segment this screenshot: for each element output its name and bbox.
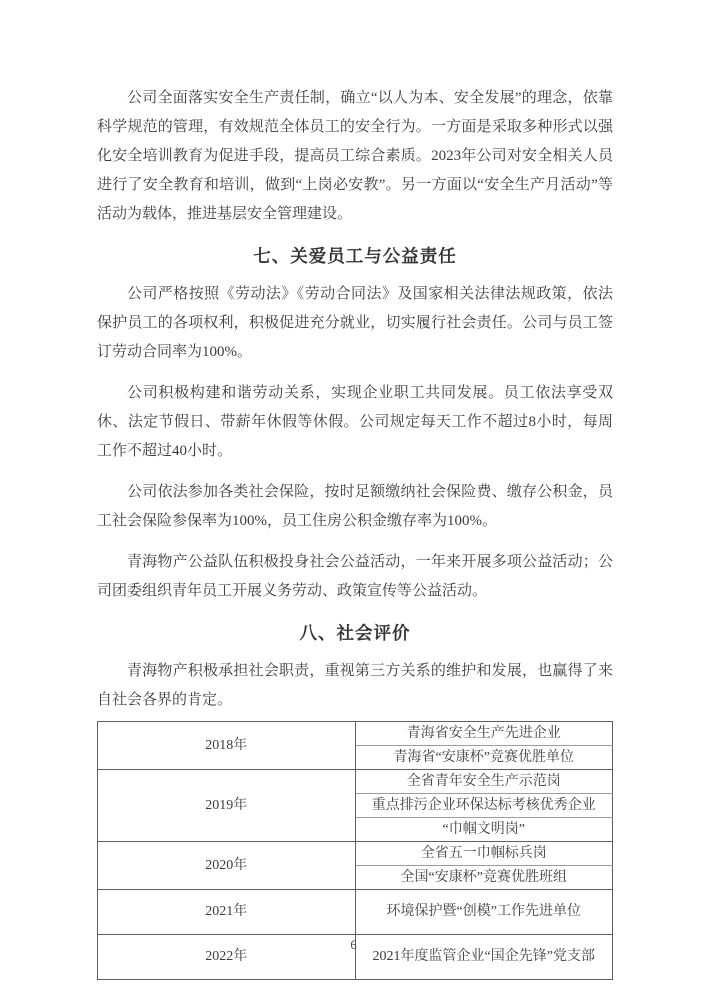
award-cell: 青海省“安康杯”竞赛优胜单位	[355, 746, 613, 770]
award-cell: 全省青年安全生产示范岗	[355, 770, 613, 794]
page-content	[97, 84, 613, 980]
paragraph-labor-relations: 公司积极构建和谐劳动关系，实现企业职工共同发展。员工依法享受双休、法定节假日、带薪年休假等休假。公司规定每天工作不超过8小时，每周工作不超过40小时。	[97, 385, 613, 459]
heading-section-8: 八、社会评价	[299, 623, 411, 643]
table-row	[98, 890, 613, 935]
table-row	[98, 722, 613, 746]
paragraph-labor-law: 公司严格按照《劳动法》《劳动合同法》及国家相关法律法规政策，依法保护员工的各项权利，积极促进充分就业，切实履行社会责任。公司与员工签订劳动合同率为100%。	[97, 286, 613, 360]
award-cell: 2021年度监管企业“国企先锋”党支部	[355, 935, 613, 980]
heading-section-7: 七、关爱员工与公益责任	[253, 246, 457, 266]
award-cell: 全国“安康杯”竞赛优胜班组	[355, 866, 613, 890]
year-cell: 2022年	[98, 935, 356, 980]
paragraph-public-welfare: 青海物产公益队伍积极投身社会公益活动，一年来开展多项公益活动；公司团委组织青年员工开展义务劳动、政策宣传等公益活动。	[97, 554, 613, 599]
award-cell: 全省五一巾帼标兵岗	[355, 842, 613, 866]
page-number: 6	[350, 938, 357, 952]
year-cell: 2020年	[98, 842, 356, 890]
award-cell: 环境保护暨“创模”工作先进单位	[355, 890, 613, 935]
year-cell: 2018年	[98, 722, 356, 770]
year-cell: 2019年	[98, 770, 356, 842]
table-row	[98, 770, 613, 794]
award-cell: “巾帼文明岗”	[355, 818, 613, 842]
year-cell: 2021年	[98, 890, 356, 935]
paragraph-social-recognition: 青海物产积极承担社会职责，重视第三方关系的维护和发展，也赢得了来自社会各界的肯定。	[97, 663, 613, 708]
paragraph-social-insurance: 公司依法参加各类社会保险，按时足额缴纳社会保险费、缴存公积金，员工社会保险参保率为100%，员工住房公积金缴存率为100%。	[97, 484, 613, 529]
award-cell: 青海省安全生产先进企业	[355, 722, 613, 746]
paragraph-safety-production: 公司全面落实安全生产责任制，确立“以人为本、安全发展”的理念，依靠科学规范的管理，有效规范全体员工的安全行为。一方面是采取多种形式以强化安全培训教育为促进手段，提高员工综合素质。2023年公司对安全相关人员进行了安全教育和培训，做到“上岗必安教”。另一方面以“安全生产月活动”等活动为载体，推进基层安全管理建设。	[97, 90, 613, 222]
table-row	[98, 842, 613, 866]
award-cell: 重点排污企业环保达标考核优秀企业	[355, 794, 613, 818]
